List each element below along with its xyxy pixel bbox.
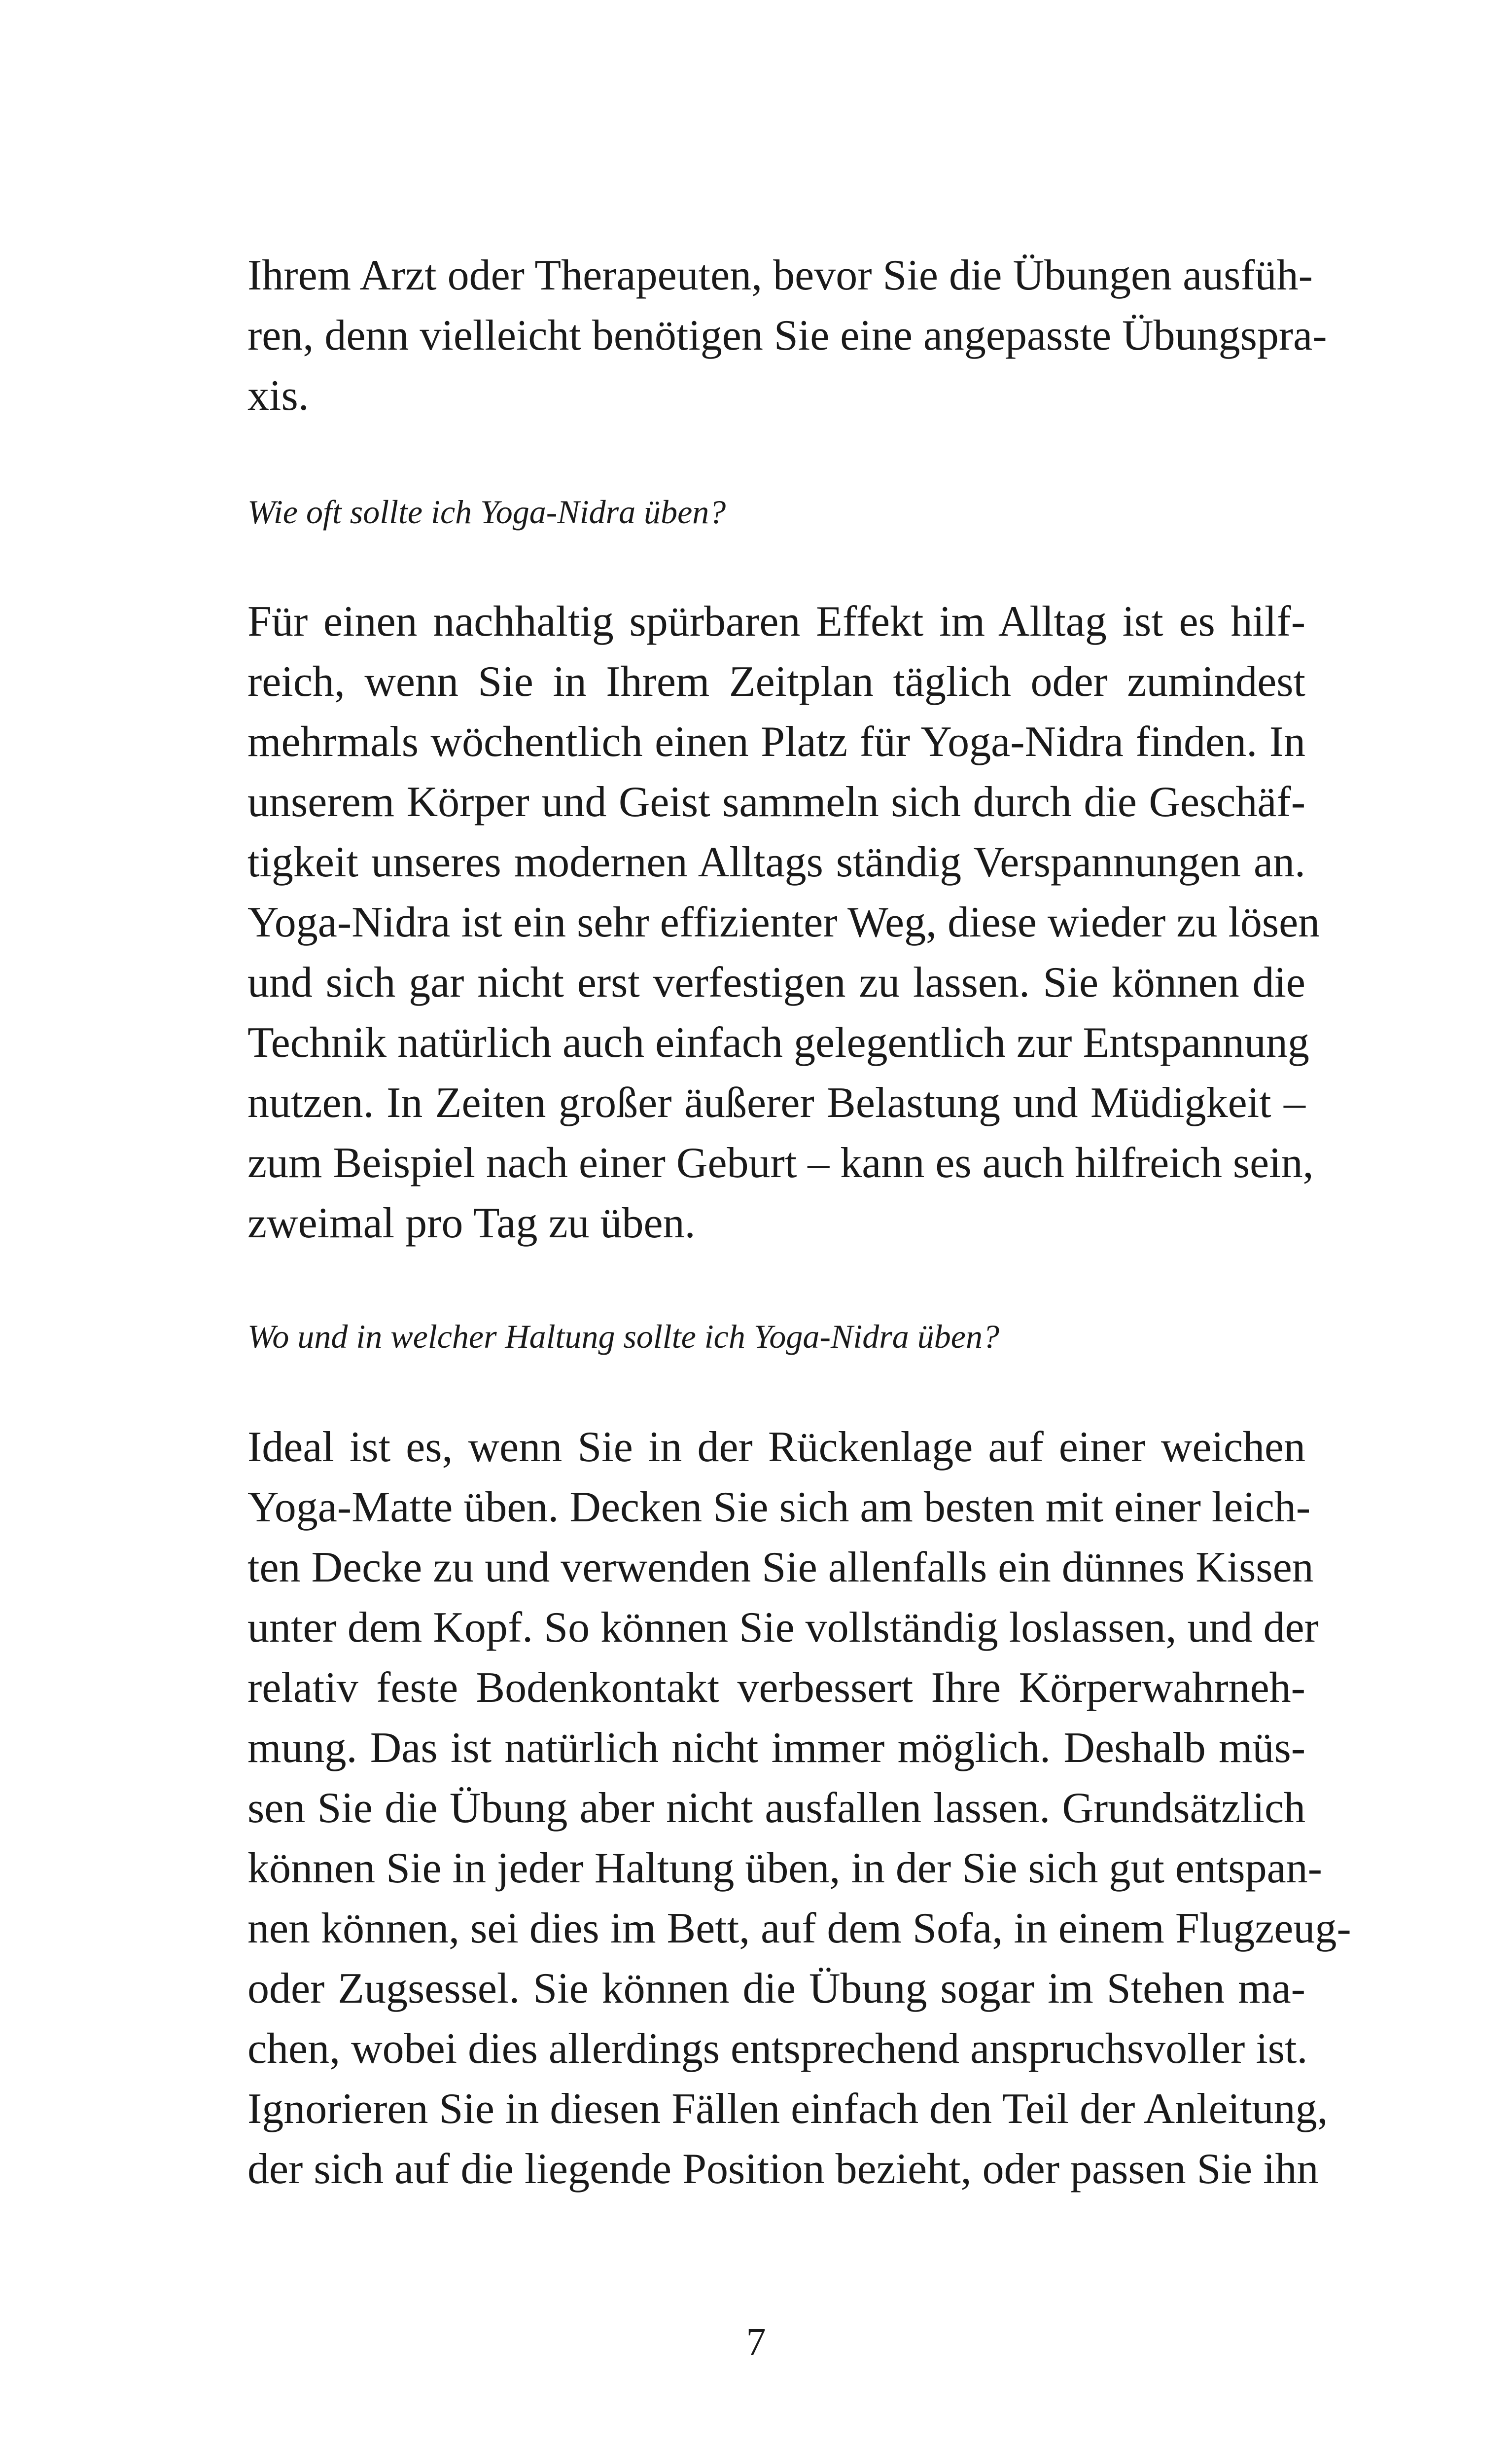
text-line: sen Sie die Übung aber nicht ausfallen lassen. Grundsätzlich bbox=[247, 1784, 1305, 1832]
text-line: reich, wenn Sie in Ihrem Zeitplan täglich oder zumindest bbox=[247, 658, 1305, 706]
text-line: und sich gar nicht erst verfestigen zu lassen. Sie können die bbox=[247, 959, 1305, 1007]
text-line: ren, denn vielleicht benötigen Sie eine angepasste Übungspra- bbox=[247, 312, 1327, 360]
text-line: tigkeit unseres modernen Alltags ständig Verspannungen an. bbox=[247, 838, 1305, 886]
text-line: chen, wobei dies allerdings entsprechend anspruchsvoller ist. bbox=[247, 2025, 1308, 2073]
text-line: Für einen nachhaltig spürbaren Effekt im Alltag ist es hilf- bbox=[247, 598, 1305, 646]
text-line: mung. Das ist natürlich nicht immer möglich. Deshalb müs- bbox=[247, 1724, 1305, 1772]
text-line: Yoga-Matte üben. Decken Sie sich am besten mit einer leich- bbox=[247, 1483, 1311, 1531]
text-line: nen können, sei dies im Bett, auf dem Sofa, in einem Flugzeug- bbox=[247, 1905, 1351, 1952]
text-line: unter dem Kopf. So können Sie vollständig loslassen, und der bbox=[247, 1604, 1319, 1652]
section-heading-text: Wo und in welcher Haltung sollte ich Yoga-Nidra üben? bbox=[247, 1318, 999, 1355]
text-line: Technik natürlich auch einfach gelegentlich zur Entspannung bbox=[247, 1019, 1309, 1067]
paragraph-how-often bbox=[247, 592, 1320, 1254]
paragraph-intro bbox=[247, 246, 1327, 426]
text-line: Ideal ist es, wenn Sie in der Rückenlage auf einer weichen bbox=[247, 1423, 1305, 1471]
text-line: Ignorieren Sie in diesen Fällen einfach den Teil der Anleitung, bbox=[247, 2085, 1328, 2133]
page-number: 7 bbox=[746, 2321, 766, 2364]
text-line: oder Zugsessel. Sie können die Übung sogar im Stehen ma- bbox=[247, 1965, 1305, 2013]
section-heading-how-often bbox=[247, 487, 1305, 537]
text-line: Yoga-Nidra ist ein sehr effizienter Weg, diese wieder zu lösen bbox=[247, 899, 1320, 946]
section-heading-text: Wie oft sollte ich Yoga-Nidra üben? bbox=[247, 493, 726, 531]
text-line: nutzen. In Zeiten großer äußerer Belastung und Müdigkeit – bbox=[247, 1079, 1305, 1127]
text-line: xis. bbox=[247, 372, 309, 420]
text-line: zum Beispiel nach einer Geburt – kann es auch hilfreich sein, bbox=[247, 1139, 1314, 1187]
text-line: Ihrem Arzt oder Therapeuten, bevor Sie die Übungen ausfüh- bbox=[247, 252, 1313, 299]
text-line: zweimal pro Tag zu üben. bbox=[247, 1199, 696, 1247]
text-line: relativ feste Bodenkontakt verbessert Ihre Körperwahrneh- bbox=[247, 1664, 1305, 1712]
text-line: der sich auf die liegende Position bezieht, oder passen Sie ihn bbox=[247, 2145, 1319, 2193]
section-heading-where-posture bbox=[247, 1312, 1305, 1361]
text-line: mehrmals wöchentlich einen Platz für Yoga-Nidra finden. In bbox=[247, 718, 1305, 766]
text-line: können Sie in jeder Haltung üben, in der Sie sich gut entspan- bbox=[247, 1844, 1322, 1892]
paragraph-where-posture bbox=[247, 1417, 1351, 2199]
text-line: unserem Körper und Geist sammeln sich durch die Geschäf- bbox=[247, 778, 1305, 826]
text-line: ten Decke zu und verwenden Sie allenfalls ein dünnes Kissen bbox=[247, 1544, 1314, 1591]
